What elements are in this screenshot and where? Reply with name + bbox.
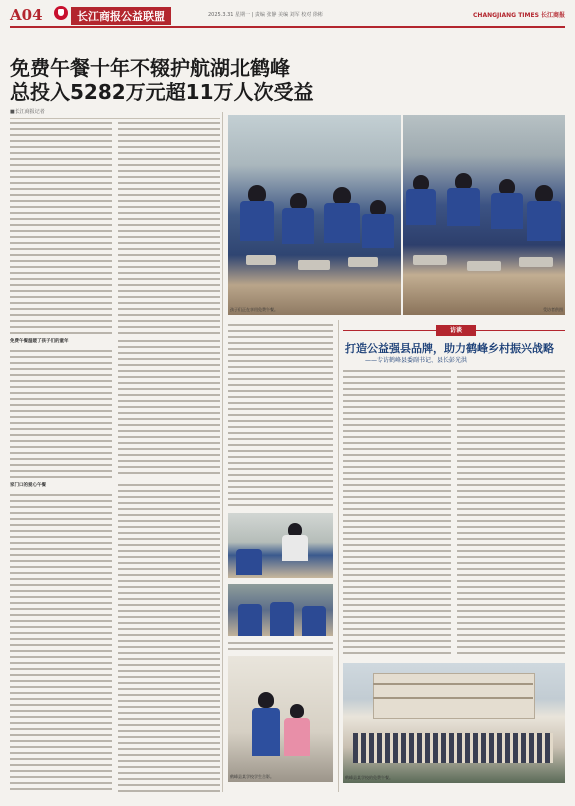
masthead xyxy=(10,6,565,28)
photo-caption: 鹤峰县某学校的免费午餐。 xyxy=(345,775,393,780)
interview-column-2 xyxy=(457,368,565,658)
building-floor-line xyxy=(373,683,533,685)
brand-name: CHANGJIANG TIMES 长江商报 xyxy=(473,12,565,19)
food-tray xyxy=(519,257,553,267)
subhead-2: 家门口的爱心午餐 xyxy=(10,483,46,488)
child-pink-coat xyxy=(284,718,310,756)
issue-meta: 2025.3.31 星期一 | 责编 张静 美编 刘军 校对 徐彬 xyxy=(208,12,323,18)
subhead-1: 免费午餐温暖了孩子们的童年 xyxy=(10,339,69,344)
article-column-1a xyxy=(10,120,112,335)
food-tray xyxy=(413,255,447,265)
headline xyxy=(10,56,340,104)
student-uniform xyxy=(270,602,294,636)
feature-label: 访谈 xyxy=(436,325,476,336)
photo-caption: 孩子们正在享用免费午餐。 xyxy=(230,307,278,312)
school-photo xyxy=(343,663,565,783)
article-column-1b xyxy=(118,120,220,335)
student-uniform xyxy=(238,604,262,636)
student-uniform xyxy=(302,606,326,636)
food-tray xyxy=(467,261,501,271)
person-body xyxy=(282,535,308,561)
page-number: A04 xyxy=(10,6,43,24)
section-title: 长江商报公益联盟 xyxy=(71,7,171,25)
kids-photo xyxy=(228,656,333,782)
column-divider xyxy=(222,112,223,792)
article-column-2b xyxy=(118,338,220,478)
food-tray xyxy=(246,255,276,265)
feature-title: 打造公益强县品牌，助力鹤峰乡村振兴战略 xyxy=(345,342,554,355)
student-uniform xyxy=(240,201,274,241)
article-column-3a xyxy=(10,492,112,792)
crowd xyxy=(353,733,553,763)
small-caption-lines xyxy=(228,640,333,652)
column-divider xyxy=(338,320,339,792)
interview-column-1 xyxy=(343,368,451,658)
feature-subtitle: ——专访鹤峰县委副书记、县长彭光洪 xyxy=(365,357,468,364)
headline-line-2: 总投入5282万元超11万人次受益 xyxy=(10,80,314,104)
headline-line-1: 免费午餐十年不辍护航湖北鹤峰 xyxy=(10,56,290,80)
article-column-2a xyxy=(10,348,112,478)
student-uniform xyxy=(447,188,480,226)
student-uniform xyxy=(324,203,360,243)
byline: ■长江商报记者 xyxy=(10,108,220,119)
child-jacket xyxy=(252,708,280,756)
student-uniform xyxy=(362,214,394,248)
photo-caption: 鹤峰县某学校学生合影。 xyxy=(230,774,274,779)
student-uniform xyxy=(527,201,561,241)
food-tray xyxy=(348,257,378,267)
photo-credit: 受访者供图 xyxy=(543,307,563,312)
student-uniform xyxy=(282,208,314,244)
school-building xyxy=(373,673,535,719)
student-uniform xyxy=(406,189,436,225)
canteen-photo xyxy=(228,513,333,578)
dining-photo xyxy=(228,584,333,636)
food-tray xyxy=(298,260,330,270)
lunch-photo-main xyxy=(228,115,401,315)
article-column-3b xyxy=(118,482,220,792)
child-head xyxy=(258,692,274,708)
article-column-4 xyxy=(228,322,333,507)
newspaper-logo-icon xyxy=(54,6,68,20)
student-uniform xyxy=(491,193,523,229)
child-head xyxy=(290,704,304,718)
lunch-photo-right xyxy=(403,115,565,315)
student-uniform xyxy=(236,549,262,575)
building-floor-line xyxy=(373,697,533,699)
